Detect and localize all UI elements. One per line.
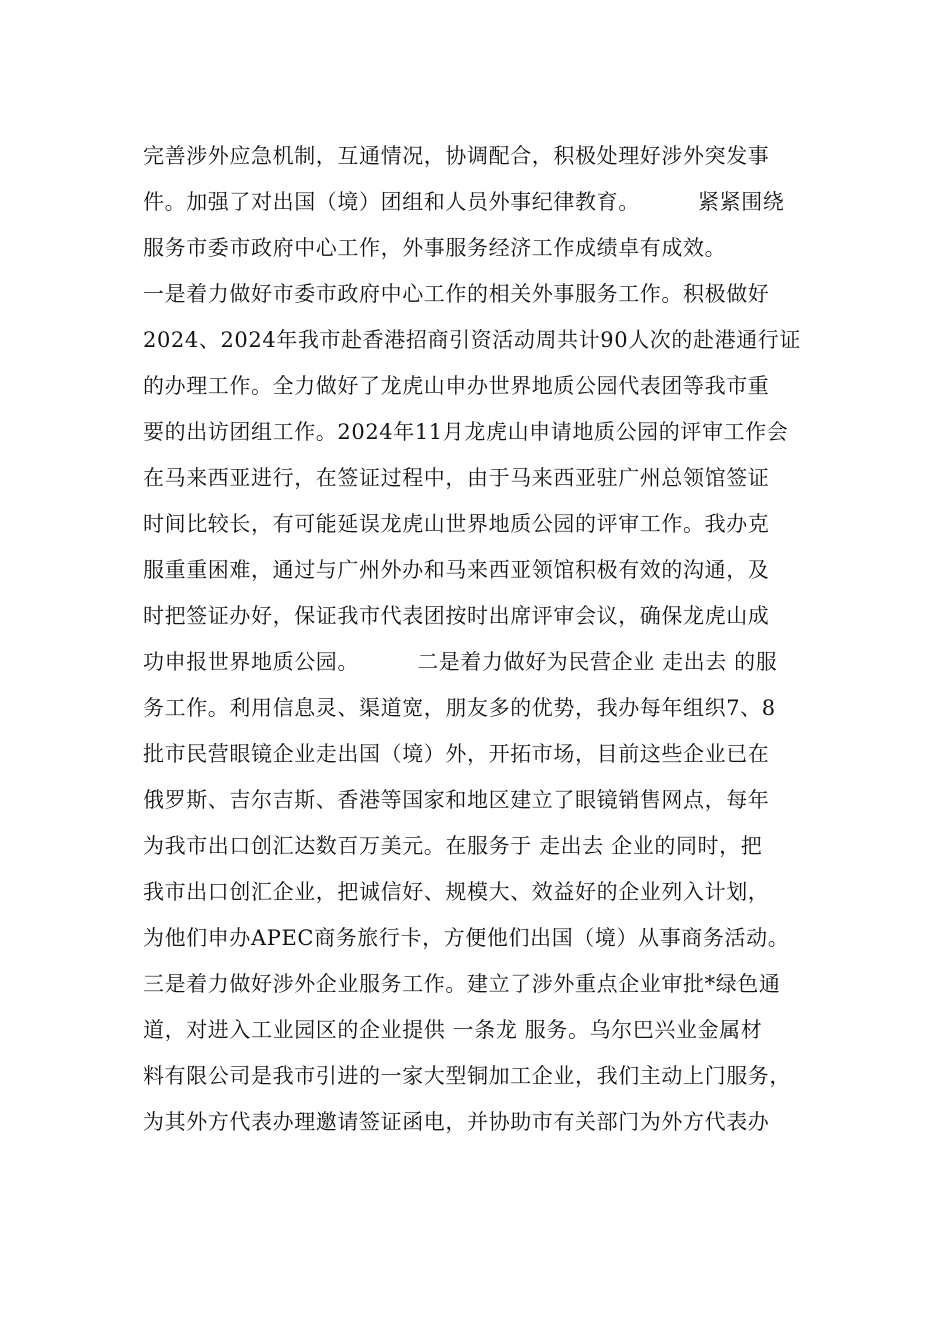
text-line: 功申报世界地质公园。 二是着力做好为民营企业 走出去 的服: [143, 650, 778, 674]
text-line: 批市民营眼镜企业走出国（境）外，开拓市场，目前这些企业已在: [143, 742, 770, 766]
text-line: 完善涉外应急机制，互通情况，协调配合，积极处理好涉外突发事: [143, 144, 770, 168]
text-line: 时间比较长，有可能延误龙虎山世界地质公园的评审工作。我办克: [143, 512, 770, 536]
text-line: 的办理工作。全力做好了龙虎山申办世界地质公园代表团等我市重: [143, 374, 770, 398]
text-line: 2024、2024年我市赴香港招商引资活动周共计90人次的赴港通行证: [143, 328, 802, 352]
text-line: 为我市出口创汇达数百万美元。在服务于 走出去 企业的同时，把: [143, 834, 763, 858]
text-line: 务工作。利用信息灵、渠道宽，朋友多的优势，我办每年组织7、8: [143, 696, 776, 720]
text-line: 为其外方代表办理邀请签证函电，并协助市有关部门为外方代表办: [143, 1110, 770, 1134]
text-line: 要的出访团组工作。2024年11月龙虎山申请地质公园的评审工作会: [143, 420, 789, 444]
text-line: 俄罗斯、吉尔吉斯、香港等国家和地区建立了眼镜销售网点，每年: [143, 788, 770, 812]
text-line: 我市出口创汇企业，把诚信好、规模大、效益好的企业列入计划，: [143, 880, 770, 904]
text-line: 一是着力做好市委市政府中心工作的相关外事服务工作。积极做好: [143, 282, 770, 306]
body-text: [143, 133, 833, 1145]
text-line: 服务市委市政府中心工作，外事服务经济工作成绩卓有成效。: [143, 236, 727, 260]
text-line: 料有限公司是我市引进的一家大型铜加工企业，我们主动上门服务，: [143, 1064, 791, 1088]
text-line: 三是着力做好涉外企业服务工作。建立了涉外重点企业审批*绿色通: [143, 972, 781, 996]
text-line: 件。加强了对出国（境）团组和人员外事纪律教育。 紧紧围绕: [143, 190, 785, 214]
text-line: 服重重困难，通过与广州外办和马来西亚领馆积极有效的沟通，及: [143, 558, 770, 582]
text-line: 在马来西亚进行，在签证过程中，由于马来西亚驻广州总领馆签证: [143, 466, 770, 490]
text-line: 时把签证办好，保证我市代表团按时出席评审会议，确保龙虎山成: [143, 604, 770, 628]
text-line: 为他们申办APEC商务旅行卡，方便他们出国（境）从事商务活动。: [143, 926, 790, 950]
text-line: 道，对进入工业园区的企业提供 一条龙 服务。乌尔巴兴业金属材: [143, 1018, 763, 1042]
